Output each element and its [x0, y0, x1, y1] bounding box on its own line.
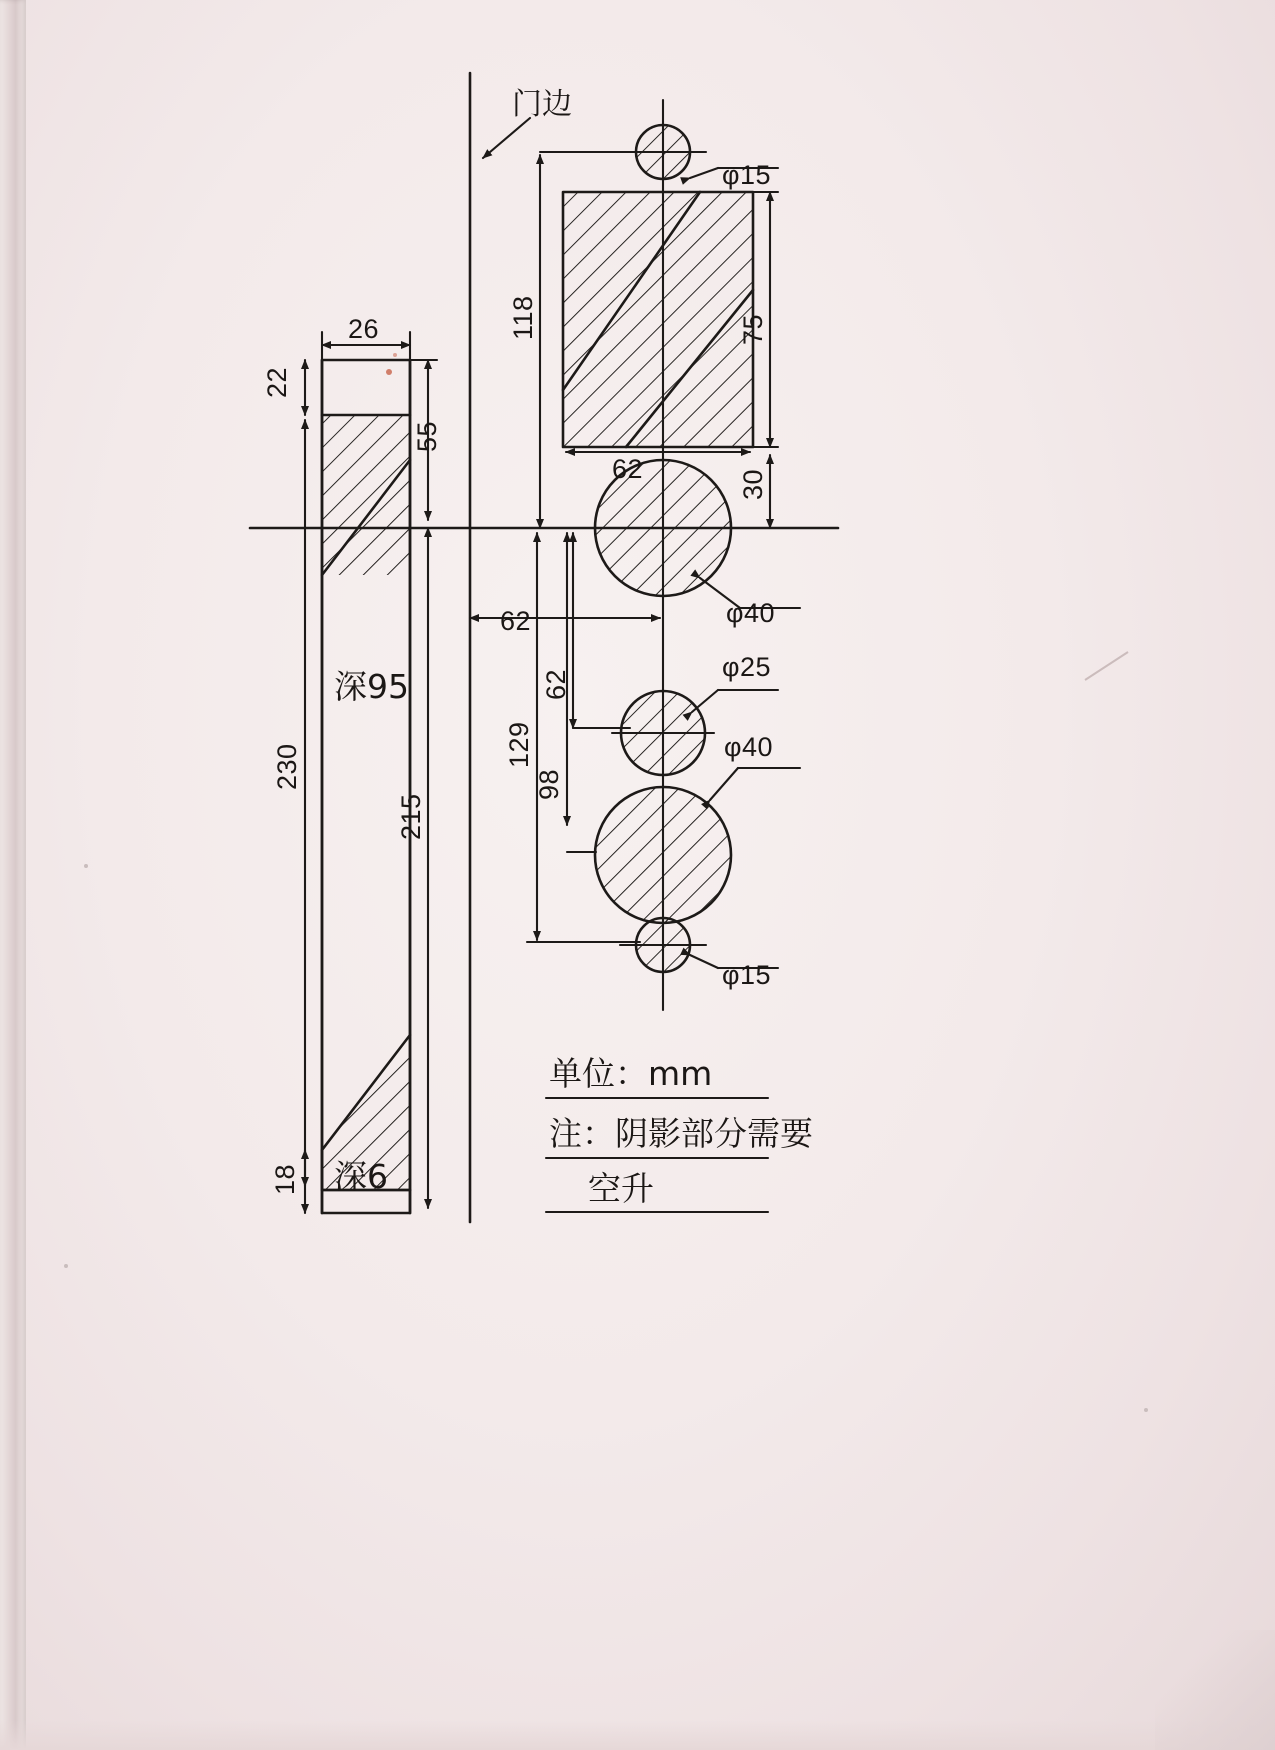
dim-118-label: 118	[508, 295, 538, 340]
shade-note-line1: 注：阴影部分需要	[549, 1114, 813, 1153]
phi15-top-leader	[690, 168, 718, 178]
dim-129-label: 129	[504, 721, 534, 768]
left-upper-hatch	[322, 415, 410, 575]
door-edge-label: 门边	[512, 87, 572, 122]
phi40-lower-label: φ40	[724, 732, 774, 762]
shade-note-line2: 空升	[588, 1169, 654, 1208]
dim-75-label: 75	[738, 313, 768, 345]
dim-26-label: 26	[348, 314, 380, 344]
phi25-leader	[692, 690, 718, 712]
dim-30-label: 30	[738, 468, 768, 500]
dim-22-label: 22	[262, 366, 292, 398]
hole-phi40-lower	[595, 787, 731, 923]
dim-62v-label: 62	[541, 668, 571, 700]
dim-230-label: 230	[272, 743, 302, 790]
dim-55-label: 55	[412, 420, 442, 452]
hole-phi25	[612, 691, 714, 775]
unit-note: 单位：mm	[549, 1054, 713, 1093]
dim-62-horizontal-label: 62	[500, 606, 532, 636]
door-edge-leader	[483, 118, 530, 158]
phi15-bottom-label: φ15	[722, 960, 772, 990]
phi40-lower-leader	[710, 768, 738, 800]
door-edge-reference	[470, 73, 572, 1222]
dim-18-label: 18	[270, 1163, 300, 1195]
depth-95-label: 深95	[334, 667, 409, 706]
hole-bottom-phi15	[620, 912, 706, 978]
phi15-top-label: φ15	[722, 160, 772, 190]
left-section-view	[322, 360, 410, 1213]
phi15-bottom-leader	[690, 955, 718, 968]
dim-98-label: 98	[534, 768, 564, 800]
depth-6-label: 深6	[334, 1157, 388, 1196]
phi40-upper-label: φ40	[726, 598, 776, 628]
right-front-view	[563, 100, 800, 1010]
dim-215-label: 215	[396, 793, 426, 840]
phi25-label: φ25	[722, 652, 772, 682]
notes-block	[546, 1054, 813, 1212]
dim-62-rect-label: 62	[612, 454, 644, 484]
